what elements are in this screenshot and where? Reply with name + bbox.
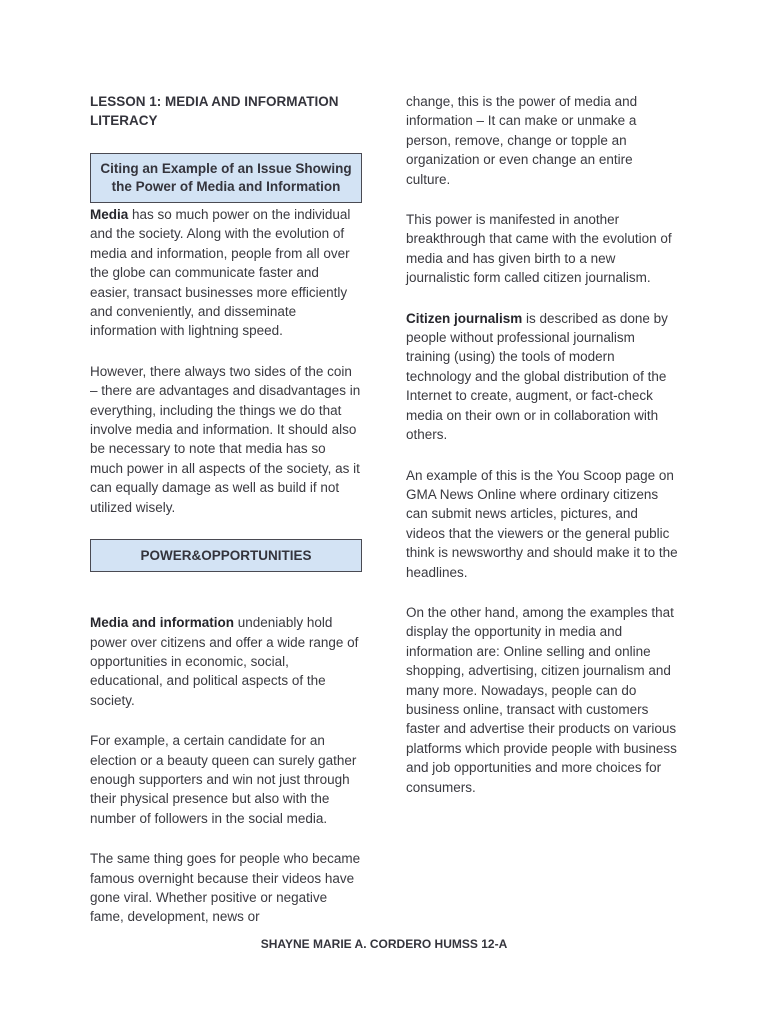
lesson-title: LESSON 1: MEDIA AND INFORMATION LITERACY — [90, 94, 339, 128]
paragraph-media-information — [90, 613, 362, 710]
paragraph-breakthrough: This power is manifested in another breakthrough that came with the evolution of media and has given birth to a new journalistic form called citizen journalism. — [406, 212, 672, 286]
section-heading-power-opportunities: POWER&OPPORTUNITIES — [90, 539, 362, 572]
paragraph-text: has so much power on the individual and the society. Along with the evolution of media and information, people from all over the globe can communicate faster and easier, transact businesses more efficiently and conveniently, and disseminate information with lightning speed. — [90, 207, 351, 339]
paragraph-two-sides: However, there always two sides of the coin – there are advantages and disadvantages in everything, including the things we do that involve media and information. It should also be necessary to note that media has so much power in all aspects of the society, as it can equally damage as well as build if not utilized wisely. — [90, 363, 361, 515]
term-media-and-information: Media and information — [90, 615, 235, 631]
left-column — [90, 92, 362, 948]
paragraph-text: is described as done by people without professional journalism training (using) the tools of modern technology and the global distribution of the Internet to create, augment, or fact-check media on their own or in collaboration with others. — [406, 310, 668, 443]
paragraph-media-power — [90, 205, 362, 341]
paragraph-example-candidate: For example, a certain candidate for an election or a beauty queen can surely gather enough supporters and win not just through their physical presence but also with the number of followers in the social media. — [90, 733, 357, 826]
paragraph-power-change: change, this is the power of media and information – It can make or unmake a person, remove, change or topple an organization or even change an entire culture. — [406, 94, 638, 187]
term-citizen-journalism: Citizen journalism — [406, 310, 523, 326]
right-column — [406, 92, 680, 818]
paragraph-viral-fame: The same thing goes for people who became famous overnight because their videos have gone viral. Whether positive or negative fame, development, news or — [90, 851, 361, 925]
footer-author: SHAYNE MARIE A. CORDERO HUMSS 12-A — [260, 937, 508, 951]
paragraph-citizen-journalism — [406, 309, 680, 445]
section-heading-citing: Citing an Example of an Issue Showing the Power of Media and Information — [90, 153, 362, 203]
paragraph-text: undeniably hold power over citizens and offer a wide range of opportunities in economic, social, educational, and political aspects of the society. — [90, 615, 359, 708]
term-media: Media — [90, 207, 129, 222]
paragraph-you-scoop: An example of this is the You Scoop page on GMA News Online where ordinary citizens can submit news articles, pictures, and videos that the viewers or the general public think is newsworthy and should make it to the headlines. — [406, 467, 678, 580]
paragraph-opportunities: On the other hand, among the examples that display the opportunity in media and information are: Online selling and online shopping, advertising, citizen journalism and many more. Nowadays, people can do business online, transact with customers faster and advertise their products on various platforms which provide people with business and job opportunities and more choices for consumers. — [406, 604, 677, 795]
